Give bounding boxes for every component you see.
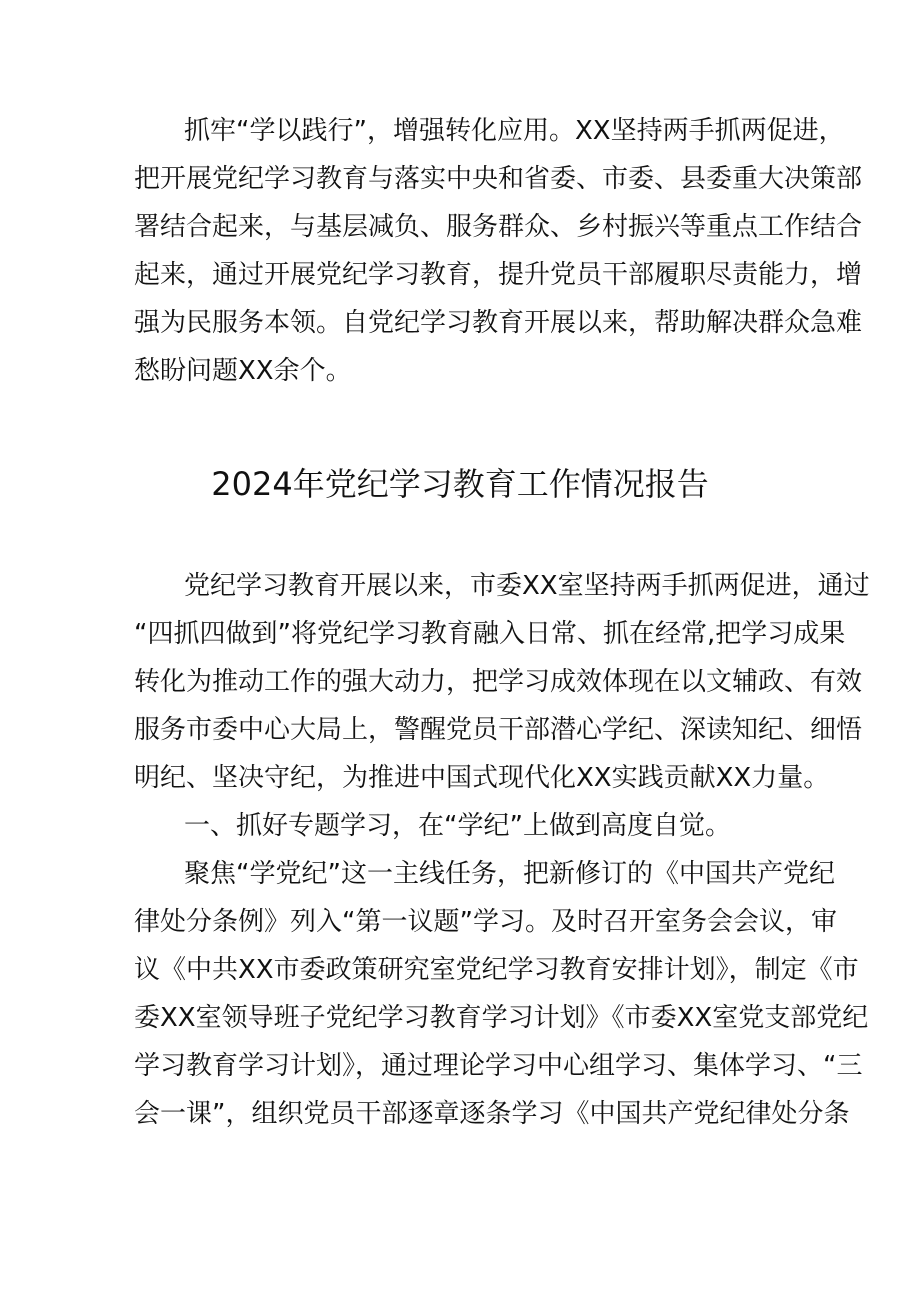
paragraph-line: 署结合起来，与基层减负、服务群众、乡村振兴等重点工作结合 xyxy=(134,212,863,242)
document-title: 2024年党纪学习教育工作情况报告 xyxy=(211,465,709,503)
paragraph-line: 起来，通过开展党纪学习教育，提升党员干部履职尽责能力，增 xyxy=(134,260,863,290)
paragraph-line: 委XX室领导班子党纪学习教育学习计划》《市委XX室党支部党纪 xyxy=(134,1003,869,1033)
section-heading: 一、抓好专题学习，在“学纪”上做到高度自觉。 xyxy=(184,811,731,841)
paragraph-line: 抓牢“学以践行”，增强转化应用。XX坚持两手抓两促进， xyxy=(184,116,845,146)
paragraph-line: 聚焦“学党纪”这一主线任务，把新修订的《中国共产党纪 xyxy=(184,859,835,889)
paragraph-line: “四抓四做到”将党纪学习教育融入日常、抓在经常,把学习成果 xyxy=(134,619,846,649)
paragraph-line: 律处分条例》列入“第一议题”学习。及时召开室务会会议，审 xyxy=(134,907,837,937)
paragraph-line: 把开展党纪学习教育与落实中央和省委、市委、县委重大决策部 xyxy=(134,164,863,194)
paragraph-line: 转化为推动工作的强大动力，把学习成效体现在以文辅政、有效 xyxy=(134,667,863,697)
paragraph-line: 会一课”，组织党员干部逐章逐条学习《中国共产党纪律处分条 xyxy=(134,1099,850,1129)
paragraph-line: 学习教育学习计划》，通过理论学习中心组学习、集体学习、“三 xyxy=(134,1051,863,1081)
paragraph-line: 强为民服务本领。自党纪学习教育开展以来，帮助解决群众急难 xyxy=(134,308,863,338)
top-paragraph xyxy=(134,107,863,395)
paragraph-line: 党纪学习教育开展以来，市委XX室坚持两手抓两促进，通过 xyxy=(184,571,870,601)
report-body xyxy=(134,562,870,1138)
paragraph-line: 议《中共XX市委政策研究室党纪学习教育安排计划》，制定《市 xyxy=(134,955,859,985)
paragraph-line: 愁盼问题XX余个。 xyxy=(134,356,352,386)
paragraph-line: 服务市委中心大局上，警醒党员干部潜心学纪、深读知纪、细悟 xyxy=(134,715,863,745)
paragraph-line: 明纪、坚决守纪，为推进中国式现代化XX实践贡献XX力量。 xyxy=(134,763,830,793)
